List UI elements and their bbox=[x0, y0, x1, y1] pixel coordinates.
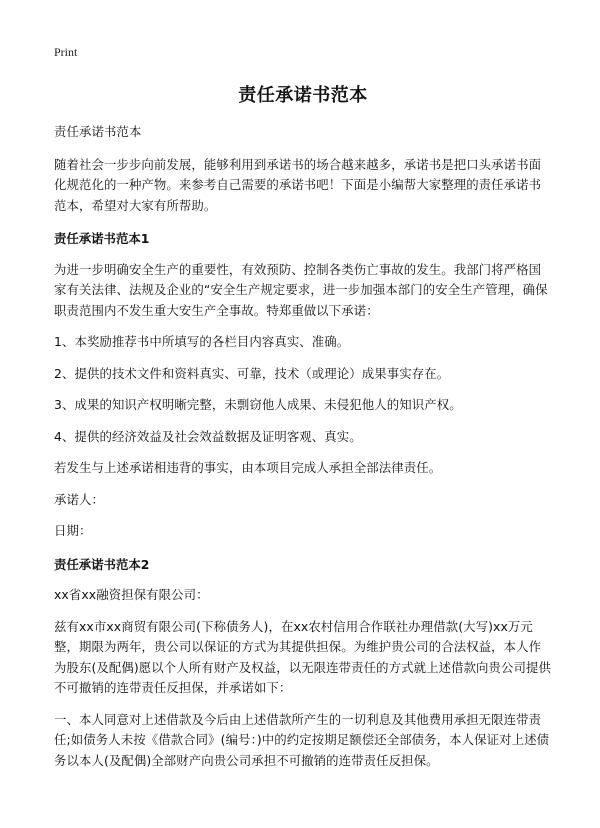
signer-label: 承诺人： bbox=[54, 491, 104, 507]
date-label: 日期： bbox=[54, 523, 92, 538]
section-1-closing: 若发生与上述承诺相违背的事实，由本项目完成人承担全部法律责任。 bbox=[54, 460, 442, 475]
commitment-item-4: 4、提供的经济效益及社会效益数据及证明客观、真实。 bbox=[54, 428, 362, 444]
commitment-item-1: 1、本奖励推荐书中所填写的各栏目内容真实、准确。 bbox=[54, 334, 350, 349]
section-2-heading: 责任承诺书范本2 bbox=[54, 556, 150, 572]
addressee-line: xx省xx融资担保有限公司： bbox=[54, 587, 209, 602]
commitment-item-3: 3、成果的知识产权明晰完整，未剽窃他人成果、未侵犯他人的知识产权。 bbox=[54, 397, 462, 412]
document-subtitle: 责任承诺书范本 bbox=[54, 124, 142, 139]
section-2-paragraph-2: 一、本人同意对上述借款及今后由上述借款所产生的一切利息及其他费用承担无限连带责任;如债务人未按《借款合同》(编号：)中的约定按期足额偿还全部债务，本人保证对上述债务以本人(及配偶)全部财产向贵公司承担不可撤销的连带责任反担保。 bbox=[54, 711, 550, 768]
print-link[interactable]: Print bbox=[54, 45, 78, 59]
section-1-paragraph: 为进一步明确安全生产的重要性，有效预防、控制各类伤亡事故的发生。我部门将严格国家有关法律、法规及企业的“安全生产规定要求，进一步加强本部门的安全生产管理，确保职责范围内不发生重大安生产全事故。特郑重做以下承诺： bbox=[54, 261, 548, 318]
section-2-paragraph-1: 兹有xx市xx商贸有限公司(下称债务人)，在xx农村信用合作联社办理借款(大写)xx万元整，期限为两年，贵公司以保证的方式为其提供担保。为维护贵公司的合法权益，本人作为股东(及配偶)愿以个人所有财产及权益，以无限连带责任的方式就上述借款向贵公司提供不可撤销的连带责任反担保，并承诺如下： bbox=[54, 618, 552, 695]
section-1-heading: 责任承诺书范本1 bbox=[54, 231, 150, 246]
commitment-item-2: 2、提供的技术文件和资料真实、可靠，技术（或理论）成果事实存在。 bbox=[54, 365, 450, 381]
intro-paragraph: 随着社会一步步向前发展，能够利用到承诺书的场合越来越多，承诺书是把口头承诺书面化规范化的一种产物。来参考自己需要的承诺书吧！下面是小编帮大家整理的责任承诺书范本，希望对大家有所帮助。 bbox=[54, 156, 542, 213]
document-title: 责任承诺书范本 bbox=[238, 85, 368, 106]
